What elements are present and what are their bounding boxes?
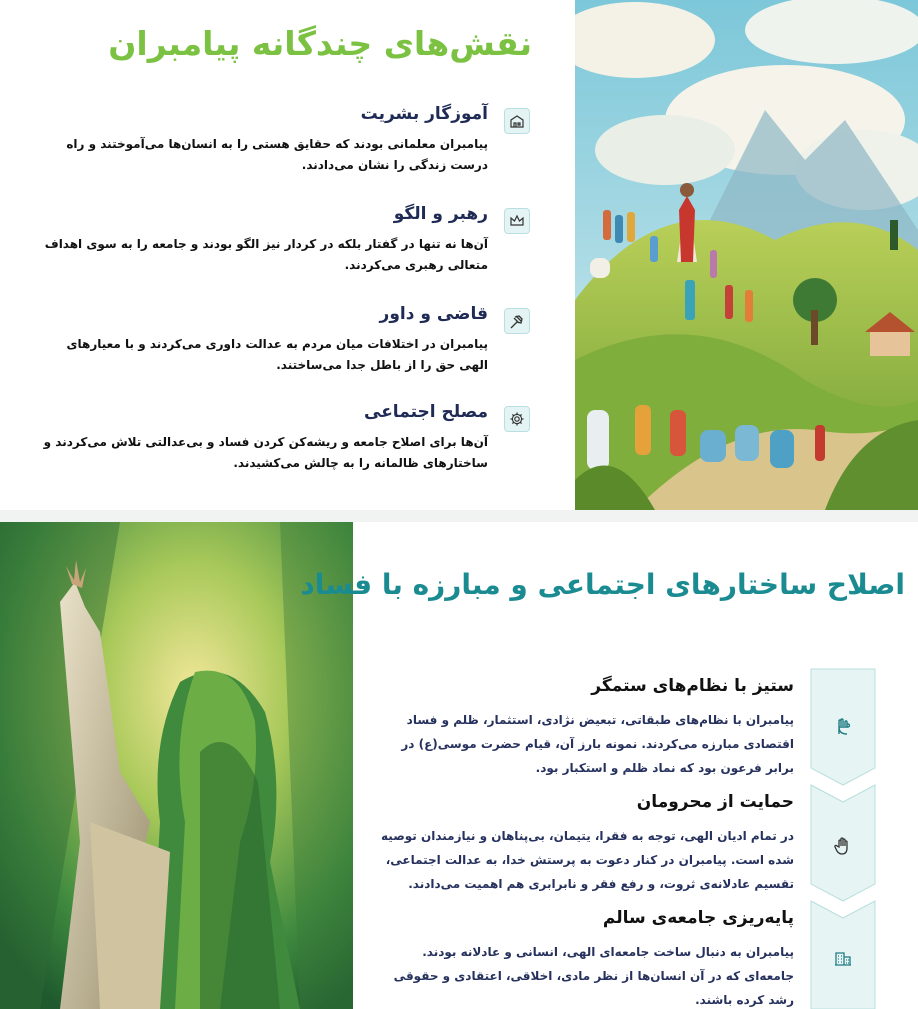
- slide-title: نقش‌های چندگانه پیامبران: [108, 24, 532, 63]
- slide-social-reform: [0, 522, 918, 1009]
- reform-item-deprived: [370, 792, 794, 904]
- role-judge: [40, 304, 530, 384]
- hand-icon: [833, 836, 853, 856]
- item-title: پایه‌ریزی جامعه‌ی سالم: [602, 908, 794, 928]
- gavel-icon: [504, 308, 530, 334]
- role-title: مصلح اجتماعی: [364, 402, 488, 422]
- item-title: ستیز با نظام‌های ستمگر: [591, 676, 794, 696]
- role-text: آن‌ها برای اصلاح جامعه و ریشه‌کن کردن فساد و بی‌عدالتی تلاش می‌کردند و ساختارهای ظالمانه را به چالش می‌کشیدند.: [43, 435, 488, 470]
- step-chevron-1: [810, 668, 876, 786]
- role-text: آن‌ها نه تنها در گفتار بلکه در کردار نیز الگو بودند و جامعه را به سوی اهداف متعالی رهبری می‌کردند.: [44, 237, 488, 272]
- school-icon: [504, 108, 530, 134]
- role-text: پیامبران معلمانی بودند که حقایق هستی را به انسان‌ها می‌آموختند و راه درست زندگی را نشان می‌دادند.: [66, 137, 488, 172]
- role-text: پیامبران در اختلافات میان مردم به عدالت داوری می‌کردند و با معیارهای الهی حق را از باطل جدا می‌ساختند.: [66, 337, 488, 372]
- step-chevron-3: [810, 900, 876, 1009]
- crown-icon: [504, 208, 530, 234]
- role-leader: [40, 204, 530, 284]
- buildings-icon: [833, 948, 853, 968]
- role-title: آموزگار بشریت: [360, 104, 488, 124]
- raised-fist-icon: [833, 716, 853, 736]
- reform-item-oppression: [370, 676, 794, 786]
- hillside-illustration: [575, 0, 918, 510]
- role-title: قاضی و داور: [379, 304, 488, 324]
- step-chevron-2: [810, 784, 876, 902]
- item-text: پیامبران به دنبال ساخت جامعه‌ای الهی، انسانی و عادلانه بودند. جامعه‌ای که در آن انسان‌ها از نظر مادی، اخلاقی، اعتقادی و حقوقی رشد کرده باشند.: [393, 945, 794, 1007]
- role-teacher: [40, 104, 530, 184]
- role-reformer: [40, 402, 530, 482]
- gear-icon: [504, 406, 530, 432]
- role-title: رهبر و الگو: [393, 204, 488, 224]
- item-title: حمایت از محرومان: [636, 792, 794, 812]
- slide-title: اصلاح ساختارهای اجتماعی و مبارزه با فساد: [300, 568, 905, 601]
- reform-item-healthy-society: [370, 908, 794, 1008]
- item-text: پیامبران با نظام‌های طبقاتی، تبعیض نژادی، استثمار، ظلم و فساد اقتصادی مبارزه می‌کردند. نمونه بارز آن، قیام حضرت موسی(ع) در برابر فرعون بود که نماد ظلم و استکبار بود.: [401, 713, 794, 775]
- item-text: در تمام ادیان الهی، توجه به فقرا، یتیمان، بی‌پناهان و نیازمندان توصیه شده است. پیامبران در کنار دعوت به پرستش خدا، به عدالت اجتماعی، تقسیم عادلانه‌ی ثروت، و رفع فقر و نابرابری هم اهمیت می‌دادند.: [381, 829, 794, 891]
